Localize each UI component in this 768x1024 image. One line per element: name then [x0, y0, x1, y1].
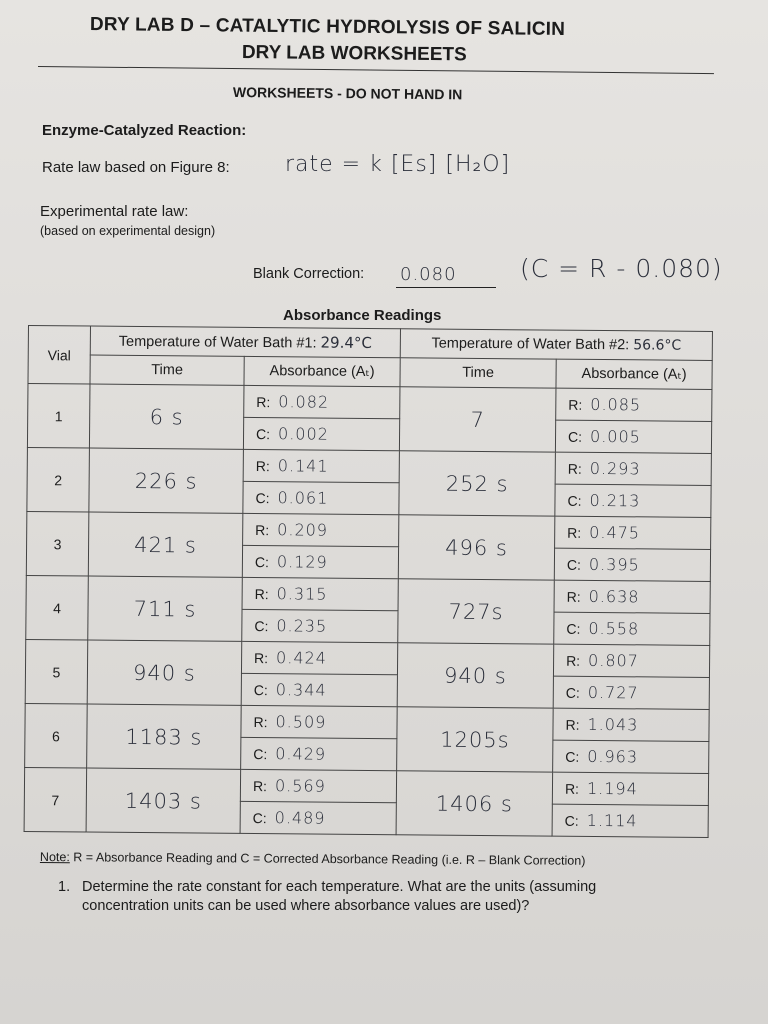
bath1-corrected-reading: C: 0.489 — [240, 801, 396, 834]
question-text: Determine the rate constant for each temperature. What are the units (assuming concentration units can be used where absorbance values are used)? — [82, 879, 597, 914]
bath1-time: 6 s — [89, 384, 244, 449]
vial-number: 1 — [27, 384, 90, 449]
bath2-raw-reading: R: 0.475 — [555, 516, 711, 549]
bath1-raw-reading: R: 0.569 — [240, 769, 396, 802]
time-header-1: Time — [90, 355, 244, 385]
bath1-raw-reading: R: 0.209 — [243, 513, 399, 546]
bath2-time: 496 s — [398, 515, 555, 580]
bath1-time: 1403 s — [86, 768, 241, 833]
bath1-raw-reading: R: 0.424 — [241, 641, 397, 674]
blank-correction-line — [396, 287, 496, 288]
bath1-time: 711 s — [88, 576, 243, 641]
bath2-corrected-reading: C: 0.963 — [553, 740, 709, 773]
bath2-raw-reading: R: 0.293 — [555, 452, 711, 485]
bath2-corrected-reading: C: 0.005 — [555, 420, 711, 453]
vial-number: 5 — [25, 639, 88, 704]
bath2-corrected-reading: C: 0.558 — [554, 612, 710, 645]
bath1-time: 226 s — [89, 448, 244, 513]
bath2-corrected-reading: C: 0.395 — [554, 548, 710, 581]
table-caption: Absorbance Readings — [283, 307, 442, 324]
time-header-2: Time — [400, 358, 556, 388]
bath2-time: 1406 s — [396, 771, 553, 836]
vial-number: 2 — [27, 447, 90, 512]
table-row — [24, 767, 708, 805]
table-row — [25, 703, 709, 741]
bath2-raw-reading: R: 0.807 — [553, 644, 709, 677]
absorbance-table — [24, 325, 713, 838]
bath2-corrected-reading: C: 1.114 — [552, 804, 708, 837]
bath2-time: 252 s — [399, 451, 556, 516]
bath1-time: 1183 s — [87, 704, 242, 769]
bath1-raw-reading: R: 0.141 — [243, 449, 399, 482]
table-note — [40, 850, 586, 868]
absorbance-header-1: Absorbance (Aₜ) — [244, 356, 400, 386]
bath1-corrected-reading: C: 0.235 — [242, 609, 398, 642]
bath1-time: 421 s — [88, 512, 243, 577]
bath1-raw-reading: R: 0.082 — [244, 385, 400, 418]
vial-number: 7 — [24, 767, 87, 832]
blank-correction-formula: (C = R - 0.080) — [520, 254, 723, 283]
worksheet-note: WORKSHEETS - DO NOT HAND IN — [232, 84, 463, 103]
bath2-raw-reading: R: 1.043 — [553, 708, 709, 741]
bath1-header: Temperature of Water Bath #1: 29.4°C — [90, 326, 400, 358]
vial-number: 3 — [26, 511, 89, 576]
table-row — [27, 447, 711, 485]
bath1-time: 940 s — [87, 640, 242, 705]
experimental-rate-law-subtext: (based on experimental design) — [40, 224, 216, 238]
vial-header: Vial — [28, 326, 91, 385]
table-row — [25, 639, 709, 677]
bath1-corrected-reading: C: 0.129 — [242, 545, 398, 578]
rate-law-label: Rate law based on Figure 8: — [42, 159, 230, 176]
bath1-corrected-reading: C: 0.002 — [243, 417, 399, 450]
table-row — [27, 511, 711, 549]
bath1-raw-reading: R: 0.509 — [241, 705, 397, 738]
note-text: R = Absorbance Reading and C = Corrected Absorbance Reading (i.e. R – Blank Correction) — [69, 850, 586, 868]
bath2-time: 1205s — [397, 707, 554, 772]
bath2-time: 7 — [399, 387, 556, 452]
bath2-raw-reading: R: 1.194 — [552, 772, 708, 805]
bath2-temp: 56.6°C — [633, 337, 682, 354]
bath1-raw-reading: R: 0.315 — [242, 577, 398, 610]
bath1-corrected-reading: C: 0.344 — [241, 673, 397, 706]
rate-law-handwritten: rate = k [Es] [H₂O] — [285, 152, 511, 177]
experimental-rate-law-label: Experimental rate law: — [40, 203, 189, 220]
page-subtitle: DRY LAB WORKSHEETS — [241, 42, 467, 66]
bath2-corrected-reading: C: 0.727 — [553, 676, 709, 709]
question-1 — [58, 878, 668, 916]
bath2-time: 727s — [398, 579, 555, 644]
page-title: DRY LAB D – CATALYTIC HYDROLYSIS OF SALICIN — [89, 14, 566, 40]
bath1-corrected-reading: C: 0.429 — [241, 737, 397, 770]
enzyme-section-title: Enzyme-Catalyzed Reaction: — [42, 122, 247, 139]
table-row — [28, 384, 712, 422]
bath2-header: Temperature of Water Bath #2: 56.6°C — [400, 329, 712, 361]
absorbance-header-2: Absorbance (Aₜ) — [556, 359, 712, 389]
absorbance-table-wrap — [23, 325, 712, 855]
vial-number: 4 — [26, 575, 89, 640]
vial-number: 6 — [25, 703, 88, 768]
title-divider — [38, 66, 714, 74]
bath1-corrected-reading: C: 0.061 — [243, 481, 399, 514]
bath1-temp: 29.4°C — [320, 333, 373, 353]
bath2-time: 940 s — [397, 643, 554, 708]
question-number: 1. — [58, 879, 71, 895]
bath2-raw-reading: R: 0.638 — [554, 580, 710, 613]
note-prefix: Note: — [39, 850, 70, 865]
blank-correction-label: Blank Correction: — [253, 266, 365, 282]
table-row — [26, 575, 710, 613]
blank-correction-value: 0.080 — [400, 264, 457, 285]
bath2-raw-reading: R: 0.085 — [556, 388, 712, 421]
bath2-corrected-reading: C: 0.213 — [555, 484, 711, 517]
